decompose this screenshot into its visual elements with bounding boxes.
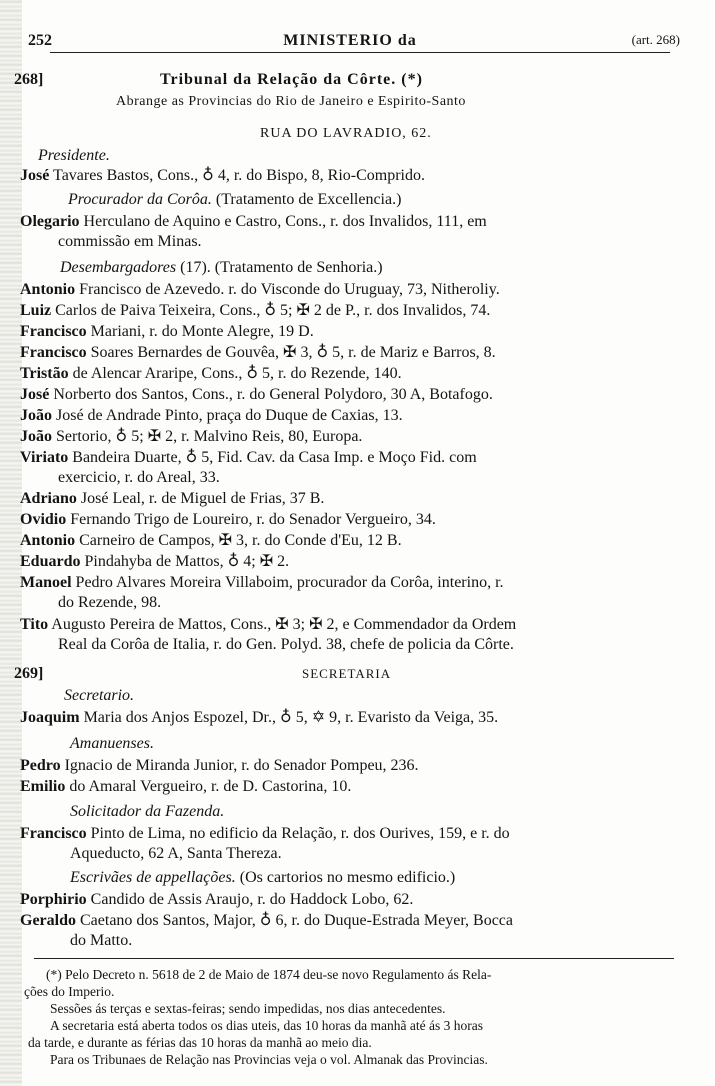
footnote-line: A secretaria está aberta todos os dias uteis, das 10 horas da manhã até ás 3 horas <box>50 1018 483 1033</box>
list-item: Tristão de Alencar Araripe, Cons., ♁ 5, r. do Rezende, 140. <box>20 365 402 382</box>
page-edge <box>0 0 22 1086</box>
footnote-line: ções do Imperio. <box>24 984 115 999</box>
footnote-rule <box>34 958 674 959</box>
list-item-continuation: Real da Corôa de Italia, r. do Gen. Polyd. 38, chefe de policia da Côrte. <box>58 636 514 653</box>
list-item: Viriato Bandeira Duarte, ♁ 5, Fid. Cav. da Casa Imp. e Moço Fid. com <box>20 449 477 466</box>
list-item: Francisco Pinto de Lima, no edificio da Relação, r. dos Ourives, 159, e r. do <box>20 825 510 842</box>
role-heading-presidente: Presidente. <box>38 147 110 164</box>
list-item: José Tavares Bastos, Cons., ♁ 4, r. do Bispo, 8, Rio-Comprido. <box>20 167 425 184</box>
list-item: Ovidio Fernando Trigo de Loureiro, r. do Senador Vergueiro, 34. <box>20 511 436 528</box>
role-heading-desembargadores: Desembargadores (17). (Tratamento de Senhoria.) <box>60 259 383 276</box>
footnote-line: (*) Pelo Decreto n. 5618 de 2 de Maio de 1874 deu-se novo Regulamento ás Rela- <box>46 967 492 982</box>
section-address: RUA DO LAVRADIO, 62. <box>260 126 432 141</box>
list-item: Eduardo Pindahyba de Mattos, ♁ 4; ✠ 2. <box>20 553 290 570</box>
page-header <box>20 30 680 52</box>
section-number: 268] <box>14 71 44 88</box>
list-item: João Sertorio, ♁ 5; ✠ 2, r. Malvino Reis, 80, Europa. <box>20 428 363 445</box>
section-title: Tribunal da Relação da Côrte. (*) <box>160 71 423 88</box>
header-rule <box>50 52 670 53</box>
role-heading-escrivaes: Escrivães de appellações. (Os cartorios no mesmo edificio.) <box>70 869 456 886</box>
article-reference: (art. 268) <box>631 32 680 47</box>
list-item-continuation: commissão em Minas. <box>58 233 202 250</box>
document-page <box>14 30 680 1067</box>
list-item: Antonio Francisco de Azevedo. r. do Visconde do Uruguay, 73, Nitheroliy. <box>20 281 500 298</box>
list-item: Olegario Herculano de Aquino e Castro, Cons., r. dos Invalidos, 111, em <box>20 213 487 230</box>
list-item: João José de Andrade Pinto, praça do Duque de Caxias, 13. <box>20 407 403 424</box>
page-number: 252 <box>28 32 52 49</box>
list-item-continuation: Aqueducto, 62 A, Santa Thereza. <box>70 845 282 862</box>
section-title: SECRETARIA <box>302 666 392 681</box>
list-item: Tito Augusto Pereira de Mattos, Cons., ✠ 3; ✠ 2, e Commendador da Ordem <box>20 616 517 633</box>
list-item-continuation: do Rezende, 98. <box>58 594 162 611</box>
role-heading-amanuenses: Amanuenses. <box>70 735 154 752</box>
list-item: José Norberto dos Santos, Cons., r. do General Polydoro, 30 A, Botafogo. <box>20 386 493 403</box>
list-item: Porphirio Candido de Assis Araujo, r. do Haddock Lobo, 62. <box>20 891 414 908</box>
list-item: Emilio do Amaral Vergueiro, r. de D. Castorina, 10. <box>20 778 352 795</box>
list-item: Pedro Ignacio de Miranda Junior, r. do Senador Pompeu, 236. <box>20 757 419 774</box>
list-item: Francisco Mariani, r. do Monte Alegre, 19 D. <box>20 323 314 340</box>
running-title: MINISTERIO da <box>283 32 417 49</box>
list-item: Manoel Pedro Alvares Moreira Villaboim, procurador da Corôa, interino, r. <box>20 574 504 591</box>
list-item: Francisco Soares Bernardes de Gouvêa, ✠ 3, ♁ 5, r. de Mariz e Barros, 8. <box>20 344 496 361</box>
footnote-line: da tarde, e durante as férias das 10 horas da manhã ao meio dia. <box>28 1035 372 1050</box>
list-item: Antonio Carneiro de Campos, ✠ 3, r. do Conde d'Eu, 12 B. <box>20 532 402 549</box>
list-item: Adriano José Leal, r. de Miguel de Frias, 37 B. <box>20 490 325 507</box>
list-item-continuation: exercicio, r. do Areal, 33. <box>58 469 220 486</box>
list-item-continuation: do Matto. <box>70 932 133 949</box>
section-subtitle: Abrange as Provincias do Rio de Janeiro e Espirito-Santo <box>116 94 466 109</box>
list-item: Joaquim Maria dos Anjos Espozel, Dr., ♁ 5, ✡ 9, r. Evaristo da Veiga, 35. <box>20 709 499 726</box>
role-heading-solicitador: Solicitador da Fazenda. <box>70 803 225 820</box>
list-item: Luiz Carlos de Paiva Teixeira, Cons., ♁ 5; ✠ 2 de P., r. dos Invalidos, 74. <box>20 302 491 319</box>
role-heading-secretario: Secretario. <box>64 687 135 704</box>
footnote-line: Sessões ás terças e sextas-feiras; sendo impedidas, nos dias antecedentes. <box>50 1001 446 1016</box>
role-heading-procurador: Procurador da Corôa. (Tratamento de Excellencia.) <box>68 191 402 208</box>
footnote-line: Para os Tribunaes de Relação nas Provincias veja o vol. Almanak das Provincias. <box>50 1052 488 1067</box>
list-item: Geraldo Caetano dos Santos, Major, ♁ 6, r. do Duque-Estrada Meyer, Bocca <box>20 912 513 929</box>
section-number: 269] <box>14 665 44 682</box>
